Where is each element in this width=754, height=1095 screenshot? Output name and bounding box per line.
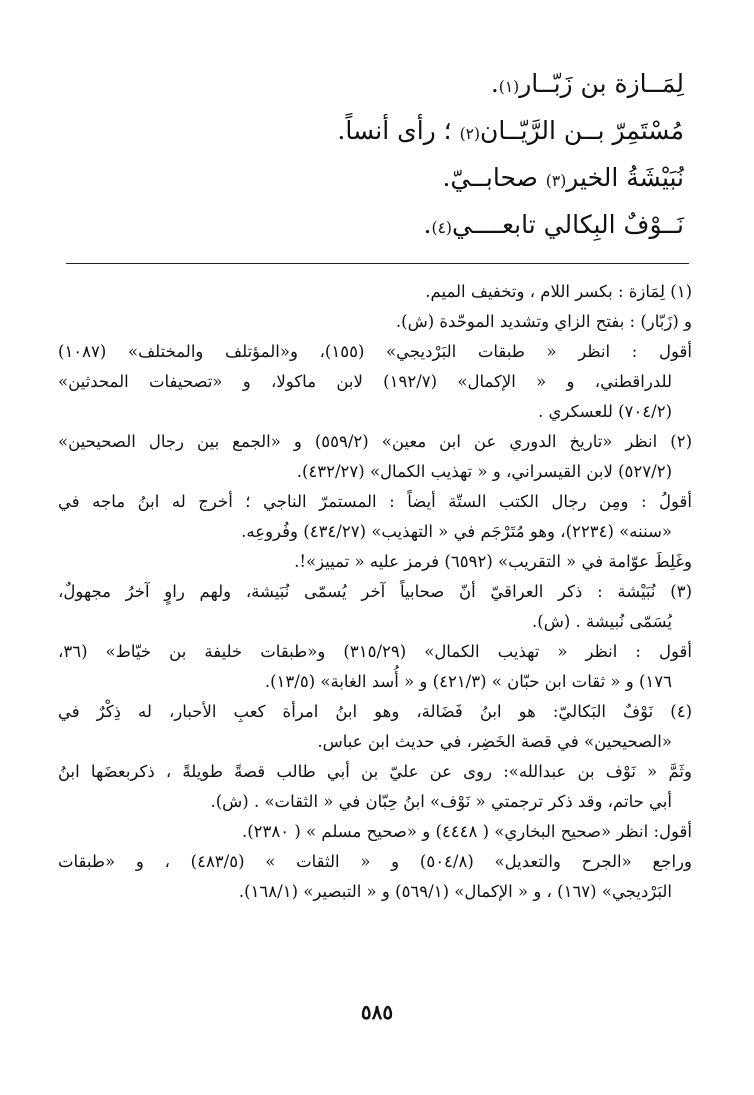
footnote-line: وراجع «الجرح والتعديل» (٥٠٤/٨) و « الثقات » (٤٨٣/٥) ، و «طبقات [58,852,692,871]
footnote-line: أقول : انظر « طبقات البَرْديجي» (١٥٥)، و«المؤتلف والمختلف» (١٠٨٧) [58,342,692,361]
footnote-line: أقول : انظر « تهذيب الكمال» (٣١٥/٢٩) و«طبقات خليفة بن خيّاط» (٣٦، [58,642,692,661]
footnote-line: وغَلِطَ عوّامة في « التقريب» (٦٥٩٢) فرمز عليه « تمييز»!. [294,552,692,571]
footnote-line: وثَمَّ « نَوْف بن عبدالله»: روى عن عليّ بن أبي طالب قصةً طويلةً ، ذكربعضَها ابنُ [58,762,692,781]
entry-nubaysha [64,154,684,201]
footnote-mark: (٤) [431,219,452,237]
footnote-line: (٢) انظر «تاريخ الدوري عن ابن معين» (٥٥٩/٢) و «الجمع بين رجال الصحيحين» [58,432,692,451]
page-number: ٥٨٥ [360,1000,394,1024]
footnote-line: للدراقطني، و « الإكمال» (١٩٢/٧) لابن ماكولا، و «تصحيفات المحدثين» [58,372,672,391]
footnote-line: أقولُ : ومِن رجال الكتب الستّة أيضاً : المستمرّ الناجي ؛ أخرج له ابنُ ماجه في [58,492,692,511]
entry-name: مُسْتَمِرّ بــن الرَّيّــان [480,116,684,145]
footnote-line: «الصحيحين» في قصة الخَضِر، في حديث ابن عباس. [317,732,672,751]
footnote-line: (٧٠٤/٢) للعسكري . [538,402,672,421]
footnote-mark: (٢) [459,125,481,143]
footnote-line: أبي حاتم، وقد ذكر ترجمتي « نَوْف» ابنُ حِبّان في « الثقات» . (ش). [210,792,672,811]
narrator-entries [64,60,684,248]
entry-rest: صحابــيّ. [442,163,546,192]
entry-name: نَــوْفٌ البِكالي تابعــــي [451,210,684,239]
footnote-line: أقول: انظر «صحيح البخاري» ( ٤٤٤٨) و «صحيح مسلم » ( ٢٣٨٠). [241,822,692,841]
footnote-mark: (١) [498,78,520,96]
footnote-separator [66,263,689,264]
footnote-line: يُسَمّى نُبيشة . (ش). [532,612,672,631]
footnotes [58,277,692,907]
footnote-line: ١٧٦) و « ثقات ابن حبّان » (٤٢١/٣) و « أُسد الغابة» (١٣/٥). [264,672,672,691]
entry-rest: ؛ رأى أنساً. [337,116,460,145]
entry-name: نُبَيْشَةُ الخير [566,163,684,192]
footnote-mark: (٣) [545,172,567,190]
footnote-line: «سننه» (٢٢٣٤)، وهو مُتَرْجَم في « التهذيب» (٤٣٤/٢٧) وفُروعِه. [241,522,672,541]
footnote-line: (٣) نُبَيْشة : ذكر العراقيّ أنّ صحابياً آخر يُسمّى نُبَيشة، ولهم راوٍ آخرُ مجهولٌ، [58,582,692,601]
entry-mustamir [64,107,684,154]
entry-limaza [64,60,684,107]
footnote-line: و (زَبّار) : بفتح الزاي وتشديد الموحّدة (ش). [395,312,692,331]
footnote-line: (١) لِمَازة : بكسر اللام ، وتخفيف الميم. [425,282,692,301]
footnote-line: (٥٢٧/٢) لابن القيسراني، و « تهذيب الكمال» (٤٣٢/٢٧). [296,462,672,481]
entry-name: لِمَــازة بن زَبّــار [519,69,684,98]
entry-rest: . [423,210,432,239]
footnote-line: البَرْديجي» (١٦٧) ، و « الإكمال» (٥٦٩/١) و « التبصير» (١٦٨/١). [238,882,672,901]
footnote-line: (٤) نَوْفٌ البَكاليّ: هو ابنُ فَضَالة، وهو ابنُ امرأة كعبِ الأحبار، له ذِكْرٌ في [58,702,692,721]
entry-rest: . [490,69,499,98]
entry-nawf [64,201,684,248]
